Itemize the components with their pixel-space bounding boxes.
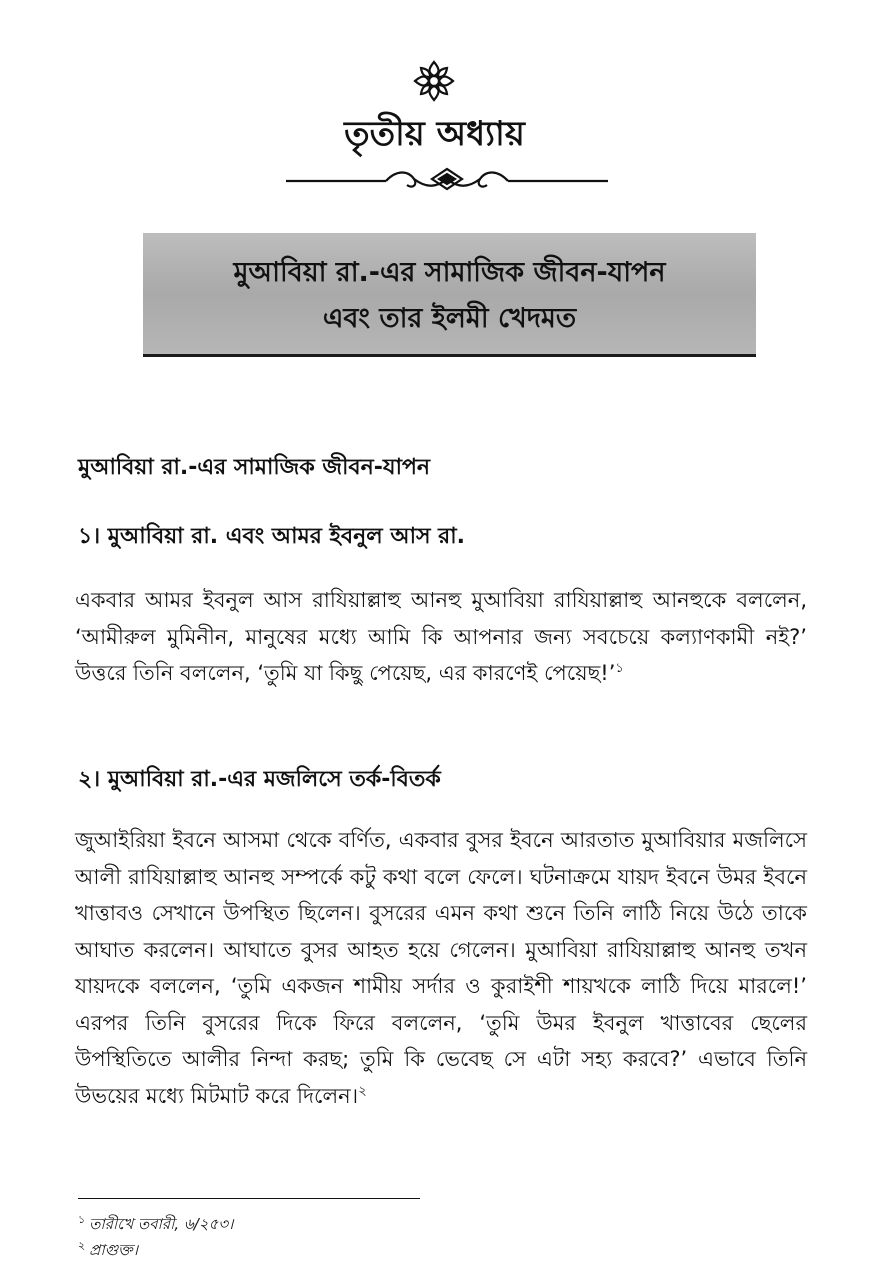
section-heading-social-life: মুআবিয়া রা.-এর সামাজিক জীবন-যাপন xyxy=(78,455,431,480)
footnote-1 xyxy=(78,1210,233,1234)
banner-title-line-2: এবং তার ইলমী খেদমত xyxy=(322,303,577,334)
paragraph-1 xyxy=(75,582,807,692)
subsection-heading-2: ২। মুআবিয়া রা.-এর মজলিসে তর্ক-বিতর্ক xyxy=(78,767,441,792)
paragraph-2 xyxy=(75,822,807,1114)
banner-title-line-1: মুআবিয়া রা.-এর সামাজিক জীবন-যাপন xyxy=(233,257,666,288)
footnote-divider xyxy=(78,1198,420,1199)
footnote-2 xyxy=(78,1236,138,1260)
section-banner xyxy=(143,233,756,357)
footnote-ref-2[interactable]: ২ xyxy=(358,1083,367,1099)
paragraph-2-text: জুআইরিয়া ইবনে আসমা থেকে বর্ণিত, একবার বুসর ইবনে আরতাত মুআবিয়ার মজলিসে আলী রাযিয়াল্লাহু আনহু সম্পর্কে কটু কথা বলে ফেলে। ঘটনাক্রমে যায়দ ইবনে উমর ইবনে খাত্তাবও সেখানে উপস্থিত ছিলেন। বুসরের এমন কথা শুনে তিনি লাঠি নিয়ে উঠে তাকে আঘাত করলেন। আঘাতে বুসর আহত হয়ে গেলেন। মুআবিয়া রাযিয়াল্লাহু আনহু তখন যায়দকে বললেন, ‘তুমি একজন শামীয় সর্দার ও কুরাইশী শায়খকে লাঠি দিয়ে মারলে!’ এরপর তিনি বুসরের দিকে ফিরে বললেন, ‘তুমি উমর ইবনুল খাত্তাবের ছেলের উপস্থিতিতে আলীর নিন্দা করছ; তুমি কি ভেবেছ সে এটা সহ্য করবে?’ এভাবে তিনি উভয়ের মধ্যে মিটমাট করে দিলেন। xyxy=(75,828,807,1108)
scroll-divider-icon xyxy=(286,166,608,192)
footnote-2-text: প্রাগুক্ত। xyxy=(89,1241,138,1259)
paragraph-1-text: একবার আমর ইবনুল আস রাযিয়াল্লাহু আনহু মুআবিয়া রাযিয়াল্লাহু আনহুকে বললেন, ‘আমীরুল মুমিনীন, মানুষের মধ্যে আমি কি আপনার জন্য সবচেয়ে কল্যাণকামী নই?’ উত্তরে তিনি বললেন, ‘তুমি যা কিছু পেয়েছ, এর কারণেই পেয়েছ!’ xyxy=(75,588,807,685)
subsection-heading-1: ১। মুআবিয়া রা. এবং আমর ইবনুল আস রা. xyxy=(78,524,466,549)
footnote-ref-1[interactable]: ১ xyxy=(615,661,624,676)
footnote-1-number: ১ xyxy=(78,1213,86,1226)
footnote-1-text: তারীখে তবারী, ৬/২৫৩। xyxy=(89,1215,234,1233)
flower-ornament-icon xyxy=(404,60,464,102)
footnote-2-number: ২ xyxy=(78,1239,86,1252)
chapter-title: তৃতীয় অধ্যায় xyxy=(344,114,525,154)
